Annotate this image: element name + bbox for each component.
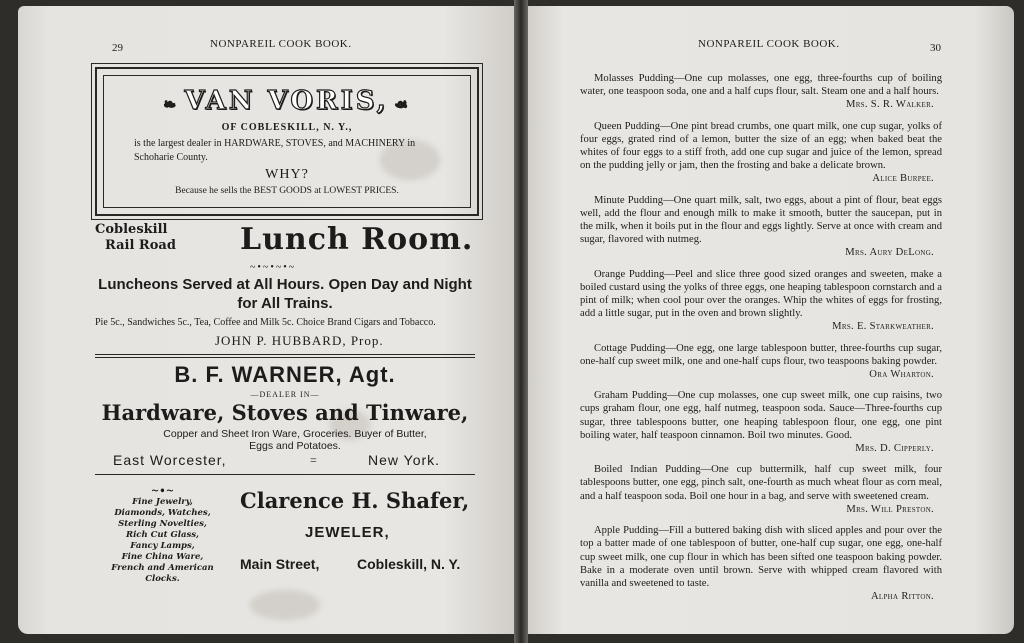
running-head-left: NONPAREIL COOK BOOK. (210, 38, 352, 50)
list-item: Rich Cut Glass, (126, 530, 199, 540)
list-item: Sterling Novelties, (118, 519, 207, 529)
warner-goods: Hardware, Stoves and Tinware, (101, 400, 469, 425)
recipe-text: Minute Pudding—One quart milk, salt, two eggs, about a pint of flour, beat eggs well, add the flour and enough milk to make it smooth, butter the saucepan, put in the milk, when it boils put in the flour and eggs lightly. Serve at once with cream and sugar, flavored with nutmeg. (580, 194, 942, 246)
van-voris-ad (95, 67, 479, 216)
lunch-room-title: Lunch Room. (240, 222, 474, 257)
lunch-room-proprietor: JOHN P. HUBBARD, Prop. (215, 333, 384, 348)
recipe-item (580, 389, 942, 455)
lunch-room-place: Cobleskill Rail Road (95, 222, 176, 253)
warner-dealer-in: —DEALER IN— (250, 390, 320, 399)
shafer-street: Main Street, (240, 556, 320, 572)
warner-state: New York. (368, 452, 441, 468)
book-gutter (514, 0, 528, 643)
recipe-list (580, 72, 942, 611)
van-voris-description: is the largest dealer in HARDWARE, STOVES, and MACHINERY in Schoharie County. (134, 138, 416, 163)
recipe-author: Ora Wharton. (869, 369, 934, 381)
running-head-right: NONPAREIL COOK BOOK. (698, 38, 840, 50)
divider (95, 354, 475, 355)
van-voris-title: ❧ VAN VORIS, ☙ (163, 86, 411, 116)
shafer-name: Clarence H. Shafer, (240, 488, 470, 513)
shafer-goods-list (100, 486, 225, 585)
recipe-author: Mrs. E. Starkweather. (832, 321, 934, 333)
recipe-text: Queen Pudding—One pint bread crumbs, one quart milk, one cup sugar, yolks of four eggs, grated rind of a lemon, butter the size of an egg; when baked beat the whites of four eggs to a stiff froth, add one cup sugar and juice of the lemon, spread on the pudding jelly or jam, then the frosting and bake a delicate brown. (580, 120, 942, 172)
recipe-item (580, 194, 942, 260)
lunch-room-ornament: ~•~•~•~ (250, 262, 297, 273)
shafer-town: Cobleskill, N. Y. (357, 556, 461, 572)
list-item: Fine Jewelry, (132, 497, 193, 507)
recipe-author: Alice Burpee. (872, 173, 934, 185)
warner-separator: = (310, 453, 317, 467)
divider (95, 357, 475, 358)
van-voris-why: WHY? (265, 167, 309, 182)
divider (95, 474, 475, 475)
recipe-text: Apple Pudding—Fill a buttered baking dish with sliced apples and pour over the top a batter made of one tablespoon of butter, one-half cup sugar, one egg, one-half cup sweet milk, one cup flour in which has been sifted one teaspoon baking powder. Bake in a moderate oven until brown. Serve with whipped cream flavored with vanilla and sweetened to taste. (580, 525, 942, 589)
scroll-ornament-icon: ❧ (163, 97, 179, 113)
recipe-text: Orange Pudding—Peel and slice three good sized oranges and sweeten, make a boiled custard using the yolks of three eggs, one heaping tablespoon cornstarch and a pint of milk; when cool pour over the oranges. Whip the whites of eggs for frosting, add a little sugar, put in the oven and brown slightly. (580, 268, 942, 320)
lunch-room-prices: Pie 5c., Sandwiches 5c., Tea, Coffee and Milk 5c. Choice Brand Cigars and Tobacco. (95, 317, 436, 328)
page-number-left: 29 (112, 42, 123, 54)
list-item: Diamonds, Watches, (114, 508, 211, 518)
page-stain (250, 590, 320, 620)
recipe-item (580, 342, 942, 382)
lunch-room-hours: Luncheons Served at All Hours. Open Day and Night for All Trains. (98, 276, 472, 312)
recipe-text: Graham Pudding—One cup molasses, one cup sweet milk, one cup raisins, two cups graham flour, one egg, half nutmeg, teaspoon soda. Sauce—Three-fourths cup sugar, three tablespoons butter, one heaping tablespoon flour, one egg, one pint boiling water, half teaspoon cinnamon. Boil two minutes. Good. (580, 390, 942, 441)
warner-details: Copper and Sheet Iron Ware, Groceries. Buyer of Butter, Eggs and Potatoes. (163, 428, 427, 452)
van-voris-because: Because he sells the BEST GOODS at LOWEST PRICES. (175, 186, 399, 196)
recipe-item (580, 524, 942, 603)
van-voris-location: OF COBLESKILL, N. Y., (221, 122, 353, 133)
recipe-text: Molasses Pudding—One cup molasses, one egg, three-fourths cup of boiling water, one teaspoon soda, one and a half cups flour, salt. Steam one and a half hours. (580, 73, 942, 98)
shafer-trade: JEWELER, (305, 524, 390, 541)
recipe-item (580, 72, 942, 112)
warner-name: B. F. WARNER, Agt. (174, 362, 396, 387)
recipe-author: Alpha Ritton. (870, 591, 934, 603)
shafer-ornament: ~•~ (150, 486, 175, 497)
list-item: Fancy Lamps, (130, 541, 195, 551)
recipe-item (580, 463, 942, 516)
recipe-text: Cottage Pudding—One egg, one large tablespoon butter, three-fourths cup sugar, one-half cup sweet milk, one and one-half cups flour, two teaspoons baking powder. (580, 342, 942, 367)
warner-town: East Worcester, (113, 452, 227, 468)
list-item: French and American Clocks. (111, 563, 214, 584)
recipe-author: Mrs. S. R. Walker. (845, 99, 934, 111)
recipe-author: Mrs. D. Cipperly. (855, 443, 934, 455)
scroll-ornament-icon: ☙ (394, 97, 411, 113)
page-number-right: 30 (930, 42, 941, 54)
recipe-text: Boiled Indian Pudding—One cup buttermilk, half cup sweet milk, four tablespoons butter, one egg, pinch salt, one-fourth as much wheat flour as corn meal, and a half teaspoon soda. Boil one hour in a bag, and serve with sweetened cream. (580, 464, 942, 502)
recipe-item (580, 120, 942, 186)
recipe-author: Mrs. Aury DeLong. (845, 247, 934, 259)
list-item: Fine China Ware, (121, 552, 204, 562)
recipe-item (580, 268, 942, 334)
recipe-author: Mrs. Will Preston. (846, 503, 934, 515)
